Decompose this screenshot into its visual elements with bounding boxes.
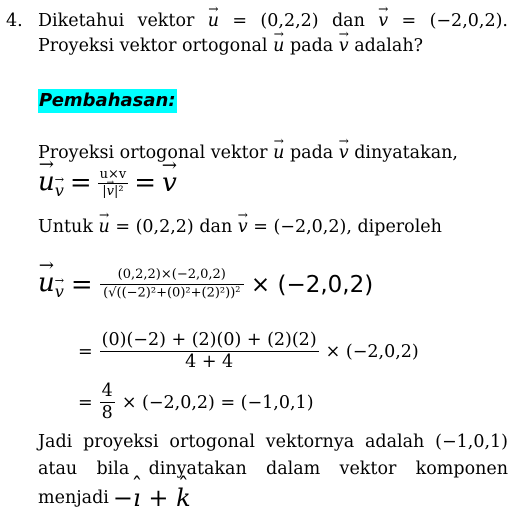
vector-u: → u [273,36,284,56]
conclusion-line-1: Jadi proyeksi ortogonal vektornya adalah (−1,0,1) [38,432,508,452]
problem-line-2: Proyeksi vektor ortogonal → u pada → v adalah? [38,36,423,56]
conclusion-line-3: menjadi −ˆ ı + ˆ k [38,484,191,512]
unit-vector-i: ˆ ı [133,484,141,512]
given-line: Untuk → u = (0,2,2) dan → v = (−2,0,2), diperoleh [38,217,442,237]
intro-line: Proyeksi ortogonal vektor → u pada → v dinyatakan, [38,143,458,163]
vector-v: → v [339,36,349,56]
vector-u: → u [208,11,219,31]
problem-line-1: Diketahui vektor → u = (0,2,2) dan → v = (−2,0,2). [38,11,508,31]
vector-v: → v [378,11,388,31]
step-1: → u→ v = $\frac{(0,2,2)\times(-2,0,2)}{(√((-2)^2+(0)^2+(2)^2))^2}$ × (−2,0,2) [38,268,373,301]
conclusion-line-2: atau bila dinyatakan dalam vektor komponen [38,459,508,479]
section-heading: Pembahasan: [39,90,176,111]
projection-formula: → u→ v = $\frac{u\times v}{\text{|→ v|²}}$ = → v [38,167,177,200]
problem-number: 4. [6,11,23,31]
unit-vector-k: ˆ k [176,484,191,512]
step-2: = $\frac{(0)(-2) + (2)(0) + (2)(2)}{4 + 4}$ × (−2,0,2) [78,330,419,373]
step-3: = $\frac{4}{8}$ × (−2,0,2) = (−1,0,1) [78,381,314,424]
